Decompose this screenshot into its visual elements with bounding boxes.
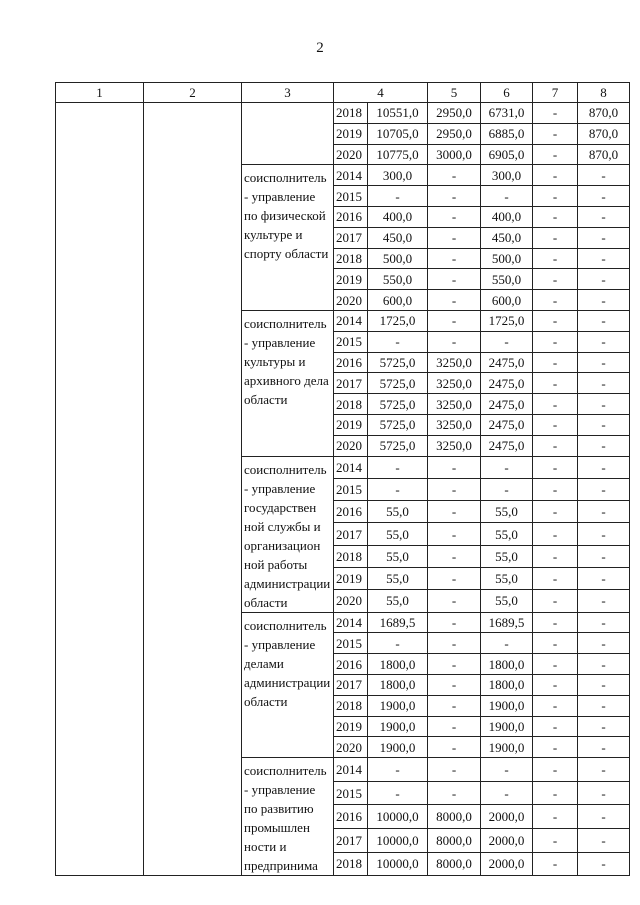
year-cell: 2016 (334, 501, 368, 523)
total-cell: 450,0 (368, 227, 428, 248)
year-cell: 2016 (334, 654, 368, 675)
header-cell: 2 (144, 83, 242, 103)
col5-cell: - (428, 227, 481, 248)
total-cell: 5725,0 (368, 352, 428, 373)
col8-cell: - (578, 852, 630, 876)
year-cell: 2020 (334, 435, 368, 456)
col5-cell: 3000,0 (428, 144, 481, 165)
col6-cell: 1900,0 (481, 716, 533, 737)
col7-cell: - (533, 612, 578, 633)
funding-table (55, 82, 630, 876)
col5-cell: 8000,0 (428, 852, 481, 876)
total-cell: 10551,0 (368, 103, 428, 124)
col6-cell: 6885,0 (481, 123, 533, 144)
col6-cell: 300,0 (481, 165, 533, 186)
total-cell: 1900,0 (368, 695, 428, 716)
col7-cell: - (533, 501, 578, 523)
year-cell: 2018 (334, 545, 368, 567)
executor-cell (242, 103, 334, 165)
year-cell: 2014 (334, 310, 368, 331)
total-cell: 550,0 (368, 269, 428, 290)
year-cell: 2016 (334, 805, 368, 829)
total-cell: - (368, 478, 428, 500)
col6-cell: 1689,5 (481, 612, 533, 633)
col8-cell: - (578, 828, 630, 852)
col7-cell: - (533, 206, 578, 227)
header-cell: 7 (533, 83, 578, 103)
executor-cell: соисполнитель - управление по развитию промышлен ности и предпринима (242, 758, 334, 876)
col6-cell: 55,0 (481, 501, 533, 523)
col5-cell: - (428, 501, 481, 523)
col6-cell: - (481, 781, 533, 805)
col5-cell: 2950,0 (428, 123, 481, 144)
col5-cell: - (428, 737, 481, 758)
year-cell: 2015 (334, 781, 368, 805)
col8-cell: - (578, 165, 630, 186)
total-cell: 1900,0 (368, 737, 428, 758)
year-cell: 2018 (334, 695, 368, 716)
col5-cell: - (428, 165, 481, 186)
col6-cell: 400,0 (481, 206, 533, 227)
col7-cell: - (533, 103, 578, 124)
total-cell: - (368, 456, 428, 478)
year-cell: 2017 (334, 227, 368, 248)
year-cell: 2020 (334, 144, 368, 165)
col6-cell: - (481, 331, 533, 352)
column-2-cell (144, 103, 242, 876)
col5-cell: 2950,0 (428, 103, 481, 124)
total-cell: 1800,0 (368, 654, 428, 675)
year-cell: 2014 (334, 758, 368, 782)
year-cell: 2020 (334, 737, 368, 758)
col6-cell: 1800,0 (481, 654, 533, 675)
col5-cell: - (428, 590, 481, 612)
year-cell: 2019 (334, 269, 368, 290)
col6-cell: 55,0 (481, 523, 533, 545)
total-cell: 10775,0 (368, 144, 428, 165)
col7-cell: - (533, 545, 578, 567)
col7-cell: - (533, 633, 578, 654)
col7-cell: - (533, 478, 578, 500)
year-cell: 2018 (334, 103, 368, 124)
col6-cell: - (481, 758, 533, 782)
col8-cell: - (578, 501, 630, 523)
year-cell: 2014 (334, 456, 368, 478)
col6-cell: 1900,0 (481, 695, 533, 716)
year-cell: 2018 (334, 394, 368, 415)
col5-cell: 3250,0 (428, 373, 481, 394)
year-cell: 2014 (334, 612, 368, 633)
col8-cell: - (578, 612, 630, 633)
total-cell: 10705,0 (368, 123, 428, 144)
col7-cell: - (533, 805, 578, 829)
col5-cell: - (428, 716, 481, 737)
col5-cell: 3250,0 (428, 394, 481, 415)
col6-cell: 1800,0 (481, 674, 533, 695)
col5-cell: - (428, 633, 481, 654)
total-cell: 5725,0 (368, 414, 428, 435)
year-cell: 2020 (334, 290, 368, 311)
col7-cell: - (533, 186, 578, 207)
col8-cell: - (578, 435, 630, 456)
total-cell: 10000,0 (368, 852, 428, 876)
col5-cell: 8000,0 (428, 805, 481, 829)
header-cell: 5 (428, 83, 481, 103)
year-cell: 2017 (334, 373, 368, 394)
total-cell: 1900,0 (368, 716, 428, 737)
col5-cell: 8000,0 (428, 828, 481, 852)
year-cell: 2020 (334, 590, 368, 612)
col5-cell: - (428, 674, 481, 695)
col5-cell: - (428, 248, 481, 269)
col8-cell: - (578, 523, 630, 545)
col6-cell: 1725,0 (481, 310, 533, 331)
total-cell: 5725,0 (368, 394, 428, 415)
col8-cell: - (578, 590, 630, 612)
col8-cell: - (578, 781, 630, 805)
col7-cell: - (533, 695, 578, 716)
col8-cell: - (578, 331, 630, 352)
col5-cell: - (428, 758, 481, 782)
col8-cell: - (578, 456, 630, 478)
col7-cell: - (533, 331, 578, 352)
year-cell: 2018 (334, 248, 368, 269)
year-cell: 2019 (334, 414, 368, 435)
col6-cell: 6731,0 (481, 103, 533, 124)
col7-cell: - (533, 123, 578, 144)
col7-cell: - (533, 269, 578, 290)
col6-cell: 500,0 (481, 248, 533, 269)
col6-cell: - (481, 478, 533, 500)
year-cell: 2016 (334, 352, 368, 373)
col7-cell: - (533, 758, 578, 782)
col6-cell: 450,0 (481, 227, 533, 248)
year-cell: 2017 (334, 828, 368, 852)
header-cell: 6 (481, 83, 533, 103)
col7-cell: - (533, 435, 578, 456)
col8-cell: - (578, 248, 630, 269)
col7-cell: - (533, 456, 578, 478)
col5-cell: - (428, 269, 481, 290)
col5-cell: - (428, 781, 481, 805)
col7-cell: - (533, 394, 578, 415)
col7-cell: - (533, 567, 578, 589)
col8-cell: - (578, 394, 630, 415)
executor-cell: соисполнитель - управление государствен ной службы и организацион ной работы администрации области (242, 456, 334, 612)
col5-cell: - (428, 206, 481, 227)
year-cell: 2017 (334, 674, 368, 695)
total-cell: 5725,0 (368, 435, 428, 456)
table-row (56, 103, 630, 124)
header-cell: 1 (56, 83, 144, 103)
year-cell: 2018 (334, 852, 368, 876)
total-cell: 55,0 (368, 590, 428, 612)
col6-cell: 55,0 (481, 590, 533, 612)
col6-cell: 2475,0 (481, 414, 533, 435)
col6-cell: - (481, 186, 533, 207)
col7-cell: - (533, 590, 578, 612)
col8-cell: - (578, 352, 630, 373)
col7-cell: - (533, 352, 578, 373)
col7-cell: - (533, 227, 578, 248)
executor-cell: соисполнитель - управление культуры и архивного дела области (242, 310, 334, 456)
col5-cell: 3250,0 (428, 435, 481, 456)
year-cell: 2019 (334, 123, 368, 144)
year-cell: 2016 (334, 206, 368, 227)
year-cell: 2014 (334, 165, 368, 186)
col5-cell: - (428, 523, 481, 545)
col5-cell: 3250,0 (428, 414, 481, 435)
col7-cell: - (533, 737, 578, 758)
col5-cell: - (428, 290, 481, 311)
year-cell: 2015 (334, 186, 368, 207)
total-cell: 5725,0 (368, 373, 428, 394)
total-cell: 1800,0 (368, 674, 428, 695)
col6-cell: 1900,0 (481, 737, 533, 758)
page-number: 2 (316, 40, 324, 56)
total-cell: - (368, 758, 428, 782)
col5-cell: - (428, 695, 481, 716)
header-cell: 4 (334, 83, 428, 103)
col5-cell: - (428, 545, 481, 567)
col8-cell: - (578, 206, 630, 227)
col6-cell: 2475,0 (481, 435, 533, 456)
total-cell: 55,0 (368, 523, 428, 545)
year-cell: 2015 (334, 331, 368, 352)
col7-cell: - (533, 290, 578, 311)
header-cell: 3 (242, 83, 334, 103)
col5-cell: - (428, 612, 481, 633)
col7-cell: - (533, 414, 578, 435)
col6-cell: 2475,0 (481, 352, 533, 373)
col8-cell: - (578, 373, 630, 394)
total-cell: 55,0 (368, 567, 428, 589)
total-cell: 55,0 (368, 501, 428, 523)
col6-cell: 6905,0 (481, 144, 533, 165)
col7-cell: - (533, 654, 578, 675)
col7-cell: - (533, 716, 578, 737)
total-cell: 1725,0 (368, 310, 428, 331)
total-cell: 1689,5 (368, 612, 428, 633)
col8-cell: - (578, 290, 630, 311)
year-cell: 2019 (334, 567, 368, 589)
col7-cell: - (533, 248, 578, 269)
col6-cell: 2475,0 (481, 394, 533, 415)
col8-cell: - (578, 695, 630, 716)
col5-cell: - (428, 310, 481, 331)
col6-cell: - (481, 456, 533, 478)
col8-cell: - (578, 654, 630, 675)
col6-cell: - (481, 633, 533, 654)
total-cell: - (368, 633, 428, 654)
col7-cell: - (533, 828, 578, 852)
col7-cell: - (533, 144, 578, 165)
col8-cell: 870,0 (578, 144, 630, 165)
total-cell: - (368, 186, 428, 207)
col5-cell: - (428, 478, 481, 500)
col8-cell: 870,0 (578, 123, 630, 144)
year-cell: 2019 (334, 716, 368, 737)
total-cell: 10000,0 (368, 828, 428, 852)
col5-cell: - (428, 331, 481, 352)
col7-cell: - (533, 310, 578, 331)
col5-cell: 3250,0 (428, 352, 481, 373)
col6-cell: 2475,0 (481, 373, 533, 394)
col7-cell: - (533, 373, 578, 394)
col6-cell: 2000,0 (481, 828, 533, 852)
col8-cell: - (578, 805, 630, 829)
col6-cell: 55,0 (481, 567, 533, 589)
col8-cell: - (578, 414, 630, 435)
table-header-row (56, 83, 630, 103)
col6-cell: 2000,0 (481, 852, 533, 876)
col8-cell: - (578, 758, 630, 782)
executor-cell: соисполнитель - управление делами администрации области (242, 612, 334, 758)
year-cell: 2015 (334, 633, 368, 654)
col8-cell: - (578, 310, 630, 331)
total-cell: 55,0 (368, 545, 428, 567)
col7-cell: - (533, 165, 578, 186)
executor-cell: соисполнитель - управление по физической культуре и спорту области (242, 165, 334, 311)
col7-cell: - (533, 674, 578, 695)
col8-cell: - (578, 186, 630, 207)
col8-cell: - (578, 716, 630, 737)
col5-cell: - (428, 456, 481, 478)
total-cell: 10000,0 (368, 805, 428, 829)
total-cell: - (368, 781, 428, 805)
col6-cell: 600,0 (481, 290, 533, 311)
col8-cell: - (578, 545, 630, 567)
col8-cell: - (578, 674, 630, 695)
col8-cell: - (578, 633, 630, 654)
col8-cell: - (578, 567, 630, 589)
col7-cell: - (533, 781, 578, 805)
column-1-cell (56, 103, 144, 876)
total-cell: 300,0 (368, 165, 428, 186)
col8-cell: - (578, 227, 630, 248)
col8-cell: - (578, 478, 630, 500)
header-cell: 8 (578, 83, 630, 103)
col6-cell: 55,0 (481, 545, 533, 567)
total-cell: 500,0 (368, 248, 428, 269)
col5-cell: - (428, 567, 481, 589)
total-cell: 400,0 (368, 206, 428, 227)
year-cell: 2015 (334, 478, 368, 500)
col8-cell: - (578, 269, 630, 290)
total-cell: 600,0 (368, 290, 428, 311)
col6-cell: 2000,0 (481, 805, 533, 829)
col7-cell: - (533, 523, 578, 545)
col8-cell: 870,0 (578, 103, 630, 124)
year-cell: 2017 (334, 523, 368, 545)
col6-cell: 550,0 (481, 269, 533, 290)
col7-cell: - (533, 852, 578, 876)
col5-cell: - (428, 186, 481, 207)
total-cell: - (368, 331, 428, 352)
col8-cell: - (578, 737, 630, 758)
col5-cell: - (428, 654, 481, 675)
